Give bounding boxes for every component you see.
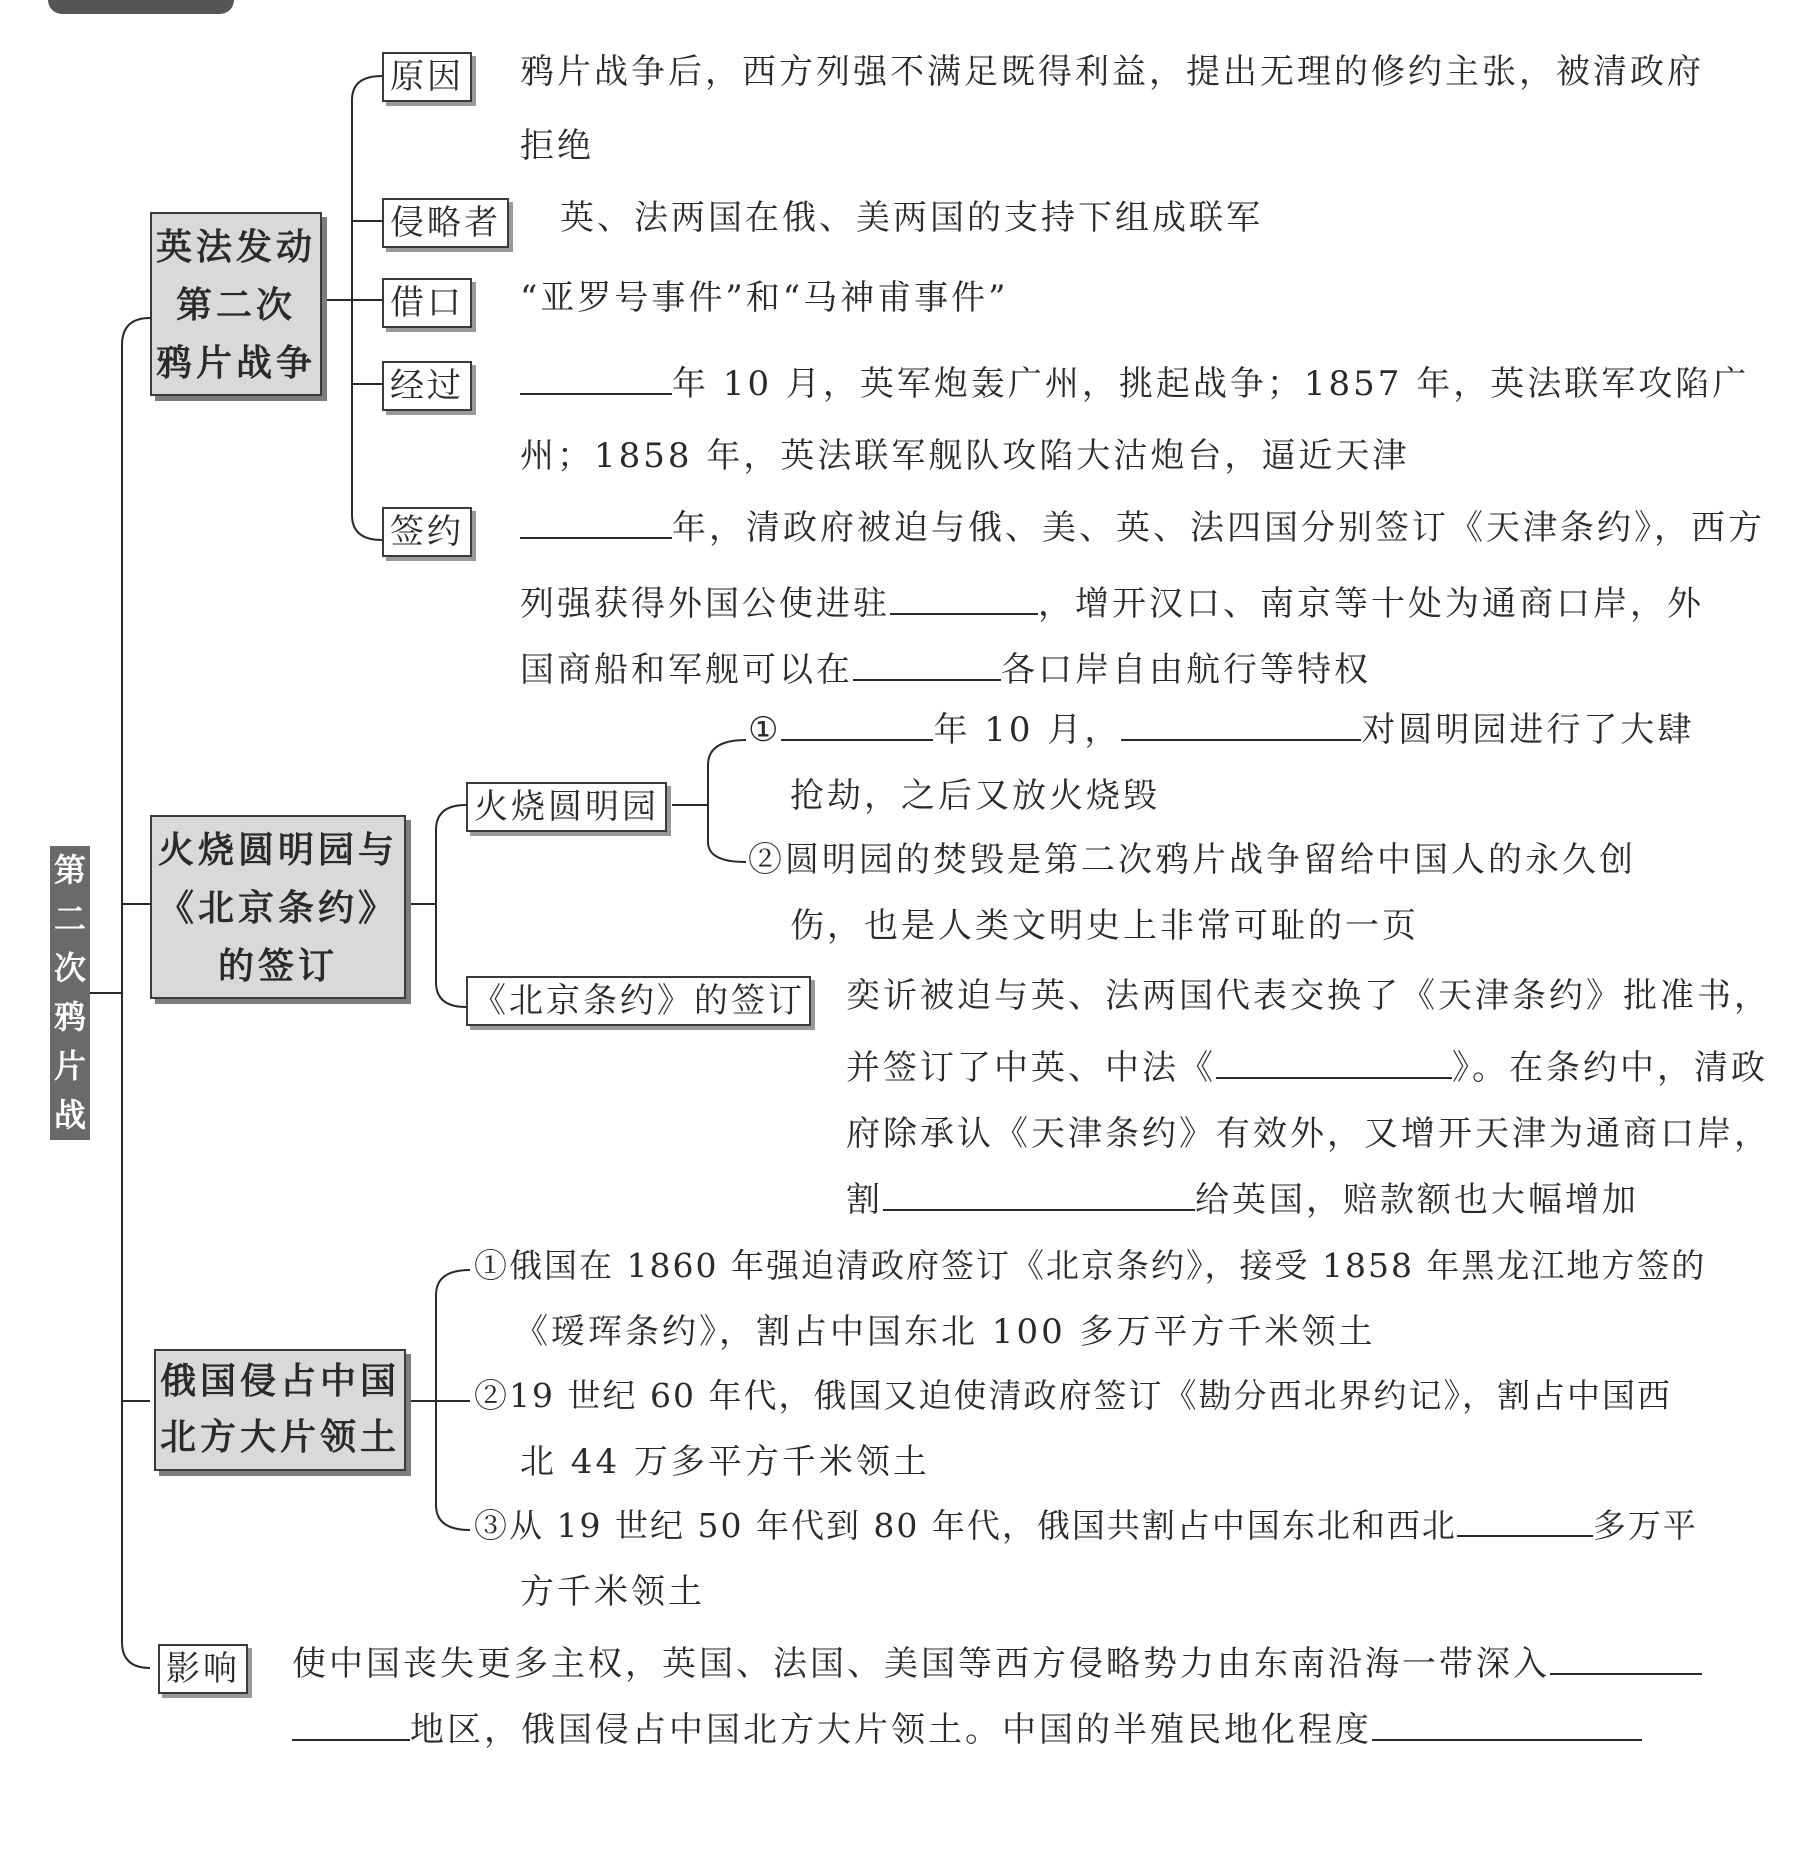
burning-item2-text: 圆明园的焚毁是第二次鸦片战争留给中国人的永久创 bbox=[785, 840, 1636, 880]
impact-line1 bbox=[292, 1642, 1702, 1686]
course-line1 bbox=[520, 362, 1749, 406]
burning-item1-line2: 抢劫，之后又放火烧毁 bbox=[790, 776, 1160, 816]
pretext-text: “亚罗号事件”和“马神甫事件” bbox=[520, 278, 1009, 318]
root-title: 第 二 次 鸦 片 战 争 bbox=[53, 851, 86, 1183]
russia-item3-num: ③ bbox=[474, 1506, 509, 1545]
fill-blank[interactable] bbox=[883, 1179, 1195, 1211]
section2-title-box bbox=[150, 815, 406, 999]
fill-blank[interactable] bbox=[1121, 709, 1361, 741]
treaty-line2-a: 列强获得外国公使进驻 bbox=[520, 584, 890, 624]
russia-item1-text: 俄国在 1860 年强迫清政府签订《北京条约》，接受 1858 年黑龙江地方签的 bbox=[509, 1246, 1707, 1285]
fill-blank[interactable] bbox=[520, 363, 672, 395]
burning-item1-num: ① bbox=[748, 710, 782, 750]
russia-item2-line2: 北 44 万多平方千米领土 bbox=[520, 1442, 930, 1482]
russia-item1-line1 bbox=[474, 1244, 1706, 1288]
russia-item3-line1 bbox=[474, 1504, 1698, 1548]
treaty-label: 签约 bbox=[382, 507, 472, 557]
section1-title-box bbox=[150, 212, 322, 396]
burning-item2-line1 bbox=[748, 838, 1636, 882]
burning-item2-line2: 伤，也是人类文明史上非常可耻的一页 bbox=[790, 906, 1419, 946]
burning-item1-a: 年 10 月， bbox=[933, 710, 1122, 750]
section1-title-line: 第二次 bbox=[175, 284, 296, 326]
fill-blank[interactable] bbox=[781, 709, 933, 741]
fill-blank[interactable] bbox=[1372, 1709, 1642, 1741]
section2-title-line: 火烧圆明园与 bbox=[157, 829, 398, 871]
cause-text-line1: 鸦片战争后，西方列强不满足既得利益，提出无理的修约主张，被清政府 bbox=[520, 52, 1704, 92]
beijing-line2-a: 并签订了中英、中法《 bbox=[846, 1048, 1216, 1088]
impact-line1-text: 使中国丧失更多主权，英国、法国、美国等西方侵略势力由东南沿海一带深入 bbox=[292, 1644, 1550, 1684]
beijing-line1: 奕䜣被迫与英、法两国代表交换了《天津条约》批准书， bbox=[846, 976, 1771, 1016]
beijing-line4-b: 给英国，赔款额也大幅增加 bbox=[1195, 1180, 1639, 1220]
section3-title-line: 北方大片领土 bbox=[159, 1416, 400, 1458]
beijing-line2-b: 》。在条约中，清政 bbox=[1452, 1048, 1768, 1088]
aggressor-text: 英、法两国在俄、美两国的支持下组成联军 bbox=[560, 198, 1263, 238]
section3-title-box bbox=[154, 1349, 406, 1471]
russia-item2-num: ② bbox=[474, 1376, 509, 1415]
course-label: 经过 bbox=[382, 361, 472, 411]
impact-label: 影响 bbox=[158, 1644, 248, 1694]
burning-label: 火烧圆明园 bbox=[466, 782, 667, 832]
cause-text-line2: 拒绝 bbox=[520, 126, 594, 166]
russia-item2-line1 bbox=[474, 1374, 1672, 1418]
fill-blank[interactable] bbox=[890, 583, 1038, 615]
cause-label: 原因 bbox=[382, 52, 472, 102]
beijing-line2 bbox=[846, 1046, 1768, 1090]
aggressor-label: 侵略者 bbox=[382, 198, 509, 248]
treaty-line3-b: 各口岸自由航行等特权 bbox=[1001, 650, 1371, 690]
treaty-line3 bbox=[520, 648, 1371, 692]
connector-section2-bracket bbox=[436, 805, 466, 1007]
fill-blank[interactable] bbox=[1216, 1047, 1452, 1079]
pretext-label: 借口 bbox=[382, 278, 472, 328]
beijing-line4-a: 割 bbox=[846, 1180, 883, 1220]
russia-item3-line2: 方千米领土 bbox=[520, 1572, 705, 1612]
section2-title-line: 《北京条约》 bbox=[157, 887, 398, 929]
russia-item1-line2: 《瑷珲条约》，割占中国东北 100 多万平方千米领土 bbox=[514, 1312, 1376, 1352]
beijing-line4 bbox=[846, 1178, 1639, 1222]
burning-item1-line1 bbox=[748, 708, 1694, 752]
russia-item3-text-b: 多万平 bbox=[1592, 1506, 1698, 1545]
fill-blank[interactable] bbox=[520, 507, 672, 539]
russia-item1-num: ① bbox=[474, 1246, 509, 1285]
course-line2: 州；1858 年，英法联军舰队攻陷大沽炮台，逼近天津 bbox=[520, 436, 1410, 476]
section1-title-line: 鸦片战争 bbox=[155, 342, 316, 384]
treaty-line1-text: 年，清政府被迫与俄、美、英、法四国分别签订《天津条约》，西方 bbox=[672, 508, 1765, 548]
treaty-line1 bbox=[520, 506, 1765, 550]
connector-section1-bracket bbox=[352, 76, 382, 540]
connector-main-trunk bbox=[122, 318, 150, 1668]
russia-item2-text: 19 世纪 60 年代，俄国又迫使清政府签订《勘分西北界约记》，割占中国西 bbox=[509, 1376, 1672, 1415]
burning-item2-num: ② bbox=[748, 840, 785, 880]
fill-blank[interactable] bbox=[1457, 1505, 1593, 1537]
russia-item3-text-a: 从 19 世纪 50 年代到 80 年代，俄国共割占中国东北和西北 bbox=[509, 1506, 1457, 1545]
fill-blank[interactable] bbox=[1550, 1643, 1702, 1675]
treaty-line3-a: 国商船和军舰可以在 bbox=[520, 650, 853, 690]
burning-item1-b: 对圆明园进行了大肆 bbox=[1361, 710, 1695, 750]
section3-title-line: 俄国侵占中国 bbox=[159, 1360, 400, 1402]
impact-line2-text: 地区，俄国侵占中国北方大片领土。中国的半殖民地化程度 bbox=[410, 1710, 1372, 1750]
course-line1-text: 年 10 月，英军炮轰广州，挑起战争；1857 年，英法联军攻陷广 bbox=[672, 364, 1750, 404]
treaty-line2 bbox=[520, 582, 1704, 626]
section1-title-line: 英法发动 bbox=[155, 226, 316, 268]
treaty-line2-b: ，增开汉口、南京等十处为通商口岸，外 bbox=[1038, 584, 1704, 624]
beijing-line3: 府除承认《天津条约》有效外，又增开天津为通商口岸， bbox=[846, 1114, 1771, 1154]
fill-blank[interactable] bbox=[292, 1709, 410, 1741]
fill-blank[interactable] bbox=[853, 649, 1001, 681]
impact-line2 bbox=[292, 1708, 1642, 1752]
section2-title-line: 的签订 bbox=[217, 945, 338, 987]
beijing-label: 《北京条约》的签订 bbox=[466, 976, 811, 1026]
root-title-box bbox=[50, 846, 90, 1183]
connector-burning-bracket bbox=[708, 740, 746, 862]
